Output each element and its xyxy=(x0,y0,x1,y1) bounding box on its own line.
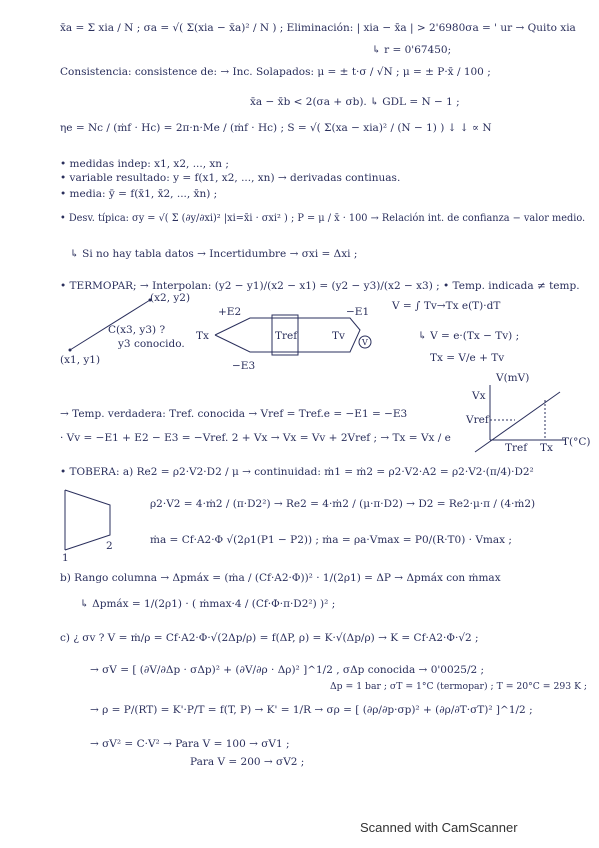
note-line: b) Rango columna → Δpmáx = (ṁa / (Cf·A2·Φ))² · 1/(2ρ1) = ΔP → Δpmáx con ṁmax xyxy=(60,572,501,584)
label-tx: Tx xyxy=(196,330,209,342)
pt-1 xyxy=(69,349,72,352)
note-line: ṁa = Cf·A2·Φ √(2ρ1(P1 − P2)) ; ṁa = ρa·Vmax = P0/(R·T0) · Vmax ; xyxy=(150,534,512,546)
note-line: Tx = V/e + Tv xyxy=(430,352,505,364)
label-tv: Tv xyxy=(332,330,345,342)
label-g-tref: Tref xyxy=(505,442,528,454)
note-line: ηe = Nc / (ṁf · Hc) = 2π·n·Me / (ṁf · Hc) ; S = √( Σ(xa − xia)² / (N − 1) ) ↓ ↓ ∝ N xyxy=(60,122,492,134)
note-line: Consistencia: consistence de: → Inc. Solapados: μ = ± t·σ / √N ; μ = ± P·x̄ / 100 ; xyxy=(60,66,491,78)
label-tref: Tref xyxy=(275,330,298,342)
label-e2: +E2 xyxy=(218,306,242,318)
label-p3: C(x3, y3) ? xyxy=(108,324,166,336)
label-p2: (x2, y2) xyxy=(150,292,191,304)
note-line: ↳ V = e·(Tx − Tv) ; xyxy=(418,330,520,342)
label-g-t: T(°C) xyxy=(562,436,591,448)
note-line: ↳ Δpmáx = 1/(2ρ1) · ( ṁmax·4 / (Cf·Φ·π·D2²) )² ; xyxy=(80,598,336,610)
label-vmv: V(mV) xyxy=(496,372,530,384)
note-line: → σV² = C·V² → Para V = 100 → σV1 ; xyxy=(90,738,290,750)
label-g-tx: Tx xyxy=(540,442,553,454)
note-line: • variable resultado: y = f(x1, x2, ..., xn) → derivadas continuas. xyxy=(60,172,401,184)
note-line: x̄a − x̄b < 2(σa + σb). ↳ GDL = N − 1 ; xyxy=(250,96,460,108)
note-line: • TERMOPAR; → Interpolan: (y2 − y1)/(x2 − x1) = (y2 − y3)/(x2 − x3) ; • Temp. indicada ≠ temp. xyxy=(60,280,580,292)
note-line: → σV = [ (∂V/∂Δp · σΔp)² + (∂V/∂ρ · Δρ)² ]^1/2 , σΔp conocida → 0'0025/2 ; xyxy=(90,664,485,676)
label-vx: Vx xyxy=(472,390,486,402)
note-line: → Temp. verdadera: Tref. conocida → Vref = Tref.e = −E1 = −E3 xyxy=(60,408,408,420)
note-line: • media: ȳ = f(x̄1, x̄2, ..., x̄n) ; xyxy=(60,188,218,200)
note-line: x̄a = Σ xia / N ; σa = √( Σ(xia − x̄a)² / N ) ; Eliminación: | xia − x̄a | > 2'6980σa = ' ur → Quito xia xyxy=(60,22,576,34)
note-line: ↳ r = 0'67450; xyxy=(372,44,452,56)
label-n2: 2 xyxy=(106,540,113,552)
note-line: V = ∫ Tv→Tx e(T)·dT xyxy=(392,300,501,312)
note-line: · Vv = −E1 + E2 − E3 = −Vref. 2 + Vx → Vx = Vv + 2Vref ; → Tx = Vx / e xyxy=(60,432,451,444)
note-line: Δp = 1 bar ; σT = 1°C (termopar) ; T = 20°C = 293 K ; xyxy=(330,681,588,692)
svg-text:V: V xyxy=(362,338,368,347)
label-e1: −E1 xyxy=(346,306,370,318)
note-line: • TOBERA: a) Re2 = ρ2·V2·D2 / μ → continuidad: ṁ1 = ṁ2 = ρ2·V2·A2 = ρ2·V2·(π/4)·D2² xyxy=(60,466,534,478)
label-n1: 1 xyxy=(62,552,69,564)
label-vref: Vref xyxy=(466,414,489,426)
note-line: • Desv. típica: σy = √( Σ (∂y/∂xi)² |xi=x̄i · σxi² ) ; P = μ / x̄ · 100 → Relación int. de confianza − valor medio. xyxy=(60,213,586,224)
nozzle-outline xyxy=(65,490,110,550)
watermark: Scanned with CamScanner xyxy=(360,820,518,835)
note-line: • medidas indep: x1, x2, ..., xn ; xyxy=(60,158,229,170)
label-y3: y3 conocido. xyxy=(118,338,185,350)
note-line: ↳ Si no hay tabla datos → Incertidumbre → σxi = Δxi ; xyxy=(70,248,358,260)
note-line: → ρ = P/(RT) = K'·P/T = f(T, P) → K' = 1/R → σρ = [ (∂ρ/∂p·σp)² + (∂ρ/∂T·σT)² ]^1/2 ; xyxy=(90,704,533,716)
label-e3: −E3 xyxy=(232,360,256,372)
note-line: c) ¿ σv ? V = ṁ/ρ = Cf·A2·Φ·√(2Δp/ρ) = f(ΔP, ρ) = K·√(Δp/ρ) → K = Cf·A2·Φ·√2 ; xyxy=(60,632,479,644)
note-line: Para V = 200 → σV2 ; xyxy=(190,756,305,768)
label-p1: (x1, y1) xyxy=(60,354,101,366)
note-line: ρ2·V2 = 4·ṁ2 / (π·D2²) → Re2 = 4·ṁ2 / (μ·π·D2) → D2 = Re2·μ·π / (4·ṁ2) xyxy=(150,498,536,510)
